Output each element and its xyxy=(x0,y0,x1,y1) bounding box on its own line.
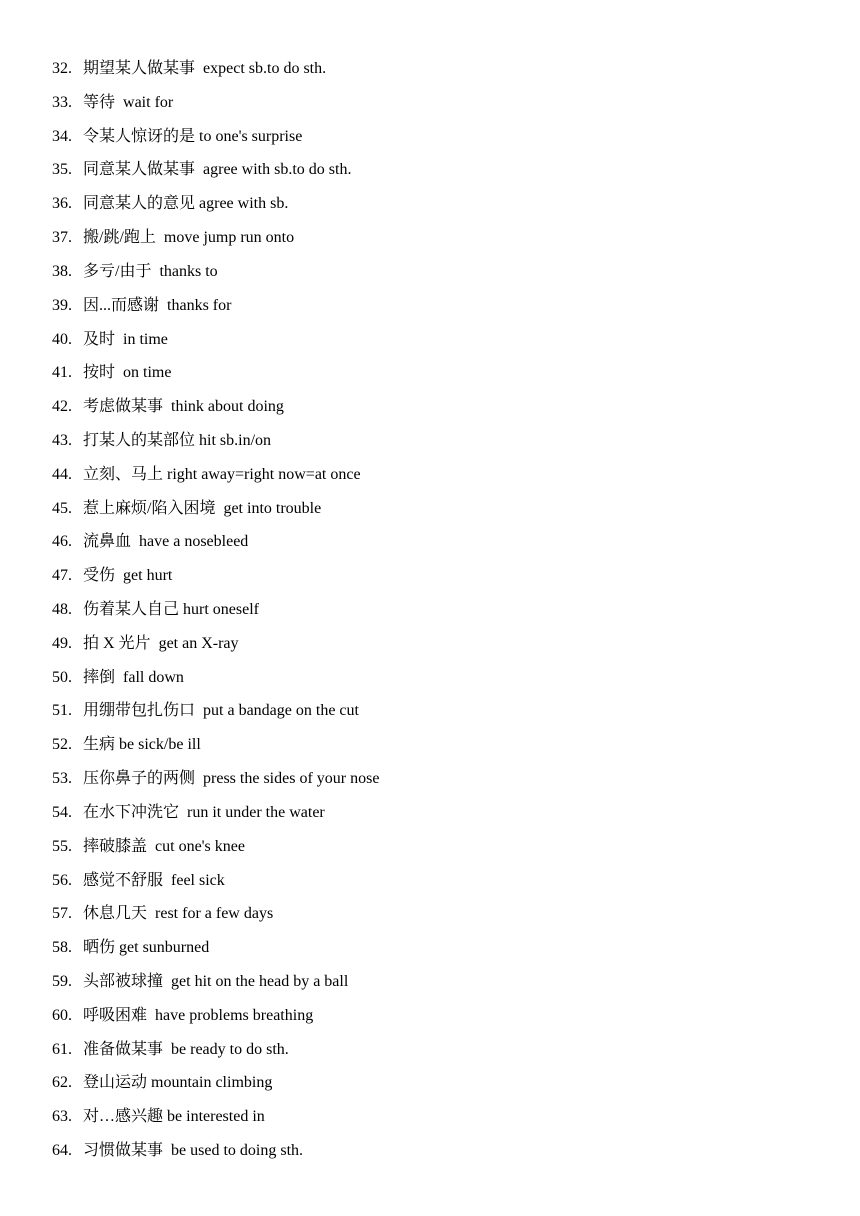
item-number: 41. xyxy=(52,364,72,382)
item-number: 54. xyxy=(52,803,72,821)
item-number: 35. xyxy=(52,161,72,179)
item-chinese: 拍 X 光片 xyxy=(83,634,151,652)
list-item xyxy=(52,802,379,836)
item-number: 42. xyxy=(52,398,72,416)
item-english: thanks for xyxy=(159,296,232,314)
item-english: right away=right now=at once xyxy=(163,465,361,483)
item-number: 47. xyxy=(52,567,72,585)
list-item xyxy=(52,903,379,937)
item-number: 59. xyxy=(52,972,72,990)
list-item xyxy=(52,126,379,160)
item-english: run it under the water xyxy=(179,803,325,821)
item-chinese: 头部被球撞 xyxy=(83,972,164,990)
list-item xyxy=(52,836,379,870)
item-english: be used to doing sth. xyxy=(163,1142,304,1159)
item-chinese: 生病 xyxy=(83,736,116,754)
item-english: get into trouble xyxy=(215,499,322,517)
item-number: 58. xyxy=(52,939,72,957)
item-chinese: 休息几天 xyxy=(83,905,148,923)
list-item xyxy=(52,1039,379,1073)
list-item xyxy=(52,159,379,193)
item-english: get hit on the head by a ball xyxy=(163,972,349,990)
item-english: get an X-ray xyxy=(150,634,239,652)
item-number: 51. xyxy=(52,702,72,720)
item-english: move jump run onto xyxy=(155,229,295,247)
list-item xyxy=(52,396,379,430)
item-english: be ready to do sth. xyxy=(163,1040,289,1058)
list-item xyxy=(52,430,379,464)
item-chinese: 及时 xyxy=(83,330,116,348)
list-item xyxy=(52,531,379,565)
item-chinese: 因...而感谢 xyxy=(83,296,160,314)
item-number: 44. xyxy=(52,465,72,483)
list-item xyxy=(52,498,379,532)
item-chinese: 摔破膝盖 xyxy=(83,837,148,855)
item-number: 34. xyxy=(52,127,72,145)
item-english: to one's surprise xyxy=(195,127,303,145)
item-number: 38. xyxy=(52,262,72,280)
item-number: 37. xyxy=(52,229,72,247)
item-number: 36. xyxy=(52,195,72,213)
item-english: agree with sb. xyxy=(195,195,289,213)
item-chinese: 等待 xyxy=(83,93,116,111)
item-chinese: 按时 xyxy=(83,364,116,382)
item-chinese: 习惯做某事 xyxy=(83,1142,164,1159)
list-item xyxy=(52,700,379,734)
item-number: 53. xyxy=(52,770,72,788)
item-chinese: 晒伤 xyxy=(83,939,116,957)
list-item xyxy=(52,1005,379,1039)
list-item xyxy=(52,193,379,227)
item-english: thanks to xyxy=(151,262,218,280)
item-chinese: 考虑做某事 xyxy=(83,398,164,416)
item-english: expect sb.to do sth. xyxy=(195,60,327,77)
list-item xyxy=(52,667,379,701)
item-english: wait for xyxy=(115,93,174,111)
item-number: 61. xyxy=(52,1040,72,1058)
list-item xyxy=(52,295,379,329)
item-number: 52. xyxy=(52,736,72,754)
list-item xyxy=(52,870,379,904)
list-item xyxy=(52,1140,379,1174)
item-chinese: 同意某人的意见 xyxy=(83,195,196,213)
item-english: in time xyxy=(115,330,168,348)
item-number: 49. xyxy=(52,634,72,652)
item-number: 50. xyxy=(52,668,72,686)
item-number: 64. xyxy=(52,1142,72,1159)
item-number: 56. xyxy=(52,871,72,889)
item-chinese: 登山运动 xyxy=(83,1074,148,1092)
item-chinese: 惹上麻烦/陷入困境 xyxy=(83,499,216,517)
item-chinese: 令某人惊讶的是 xyxy=(83,127,196,145)
item-english: get sunburned xyxy=(115,939,210,957)
phrase-list xyxy=(52,58,379,1174)
item-chinese: 呼吸困难 xyxy=(83,1006,148,1024)
item-number: 60. xyxy=(52,1006,72,1024)
item-number: 62. xyxy=(52,1074,72,1092)
item-number: 55. xyxy=(52,837,72,855)
list-item xyxy=(52,58,379,92)
item-english: hurt oneself xyxy=(179,601,259,618)
item-english: get hurt xyxy=(115,567,173,585)
item-number: 57. xyxy=(52,905,72,923)
list-item xyxy=(52,227,379,261)
list-item xyxy=(52,734,379,768)
item-chinese: 伤着某人自己 xyxy=(83,601,180,618)
item-english: feel sick xyxy=(163,871,225,889)
list-item xyxy=(52,92,379,126)
item-english: mountain climbing xyxy=(147,1074,273,1092)
item-chinese: 立刻、马上 xyxy=(83,465,164,483)
item-english: press the sides of your nose xyxy=(195,770,380,788)
item-english: be interested in xyxy=(163,1108,265,1126)
list-item xyxy=(52,261,379,295)
item-chinese: 准备做某事 xyxy=(83,1040,164,1058)
list-item xyxy=(52,565,379,599)
item-chinese: 感觉不舒服 xyxy=(83,871,164,889)
item-number: 48. xyxy=(52,601,72,618)
list-item xyxy=(52,971,379,1005)
item-english: agree with sb.to do sth. xyxy=(195,161,352,179)
item-english: hit sb.in/on xyxy=(195,431,272,449)
item-english: cut one's knee xyxy=(147,837,245,855)
item-number: 63. xyxy=(52,1108,72,1126)
item-number: 46. xyxy=(52,533,72,551)
item-english: have problems breathing xyxy=(147,1006,314,1024)
item-chinese: 在水下冲洗它 xyxy=(83,803,180,821)
item-chinese: 多亏/由于 xyxy=(83,262,152,280)
item-chinese: 摔倒 xyxy=(83,668,116,686)
item-chinese: 用绷带包扎伤口 xyxy=(83,702,196,720)
item-chinese: 对…感兴趣 xyxy=(83,1108,164,1126)
item-english: think about doing xyxy=(163,398,284,416)
list-item xyxy=(52,464,379,498)
item-number: 32. xyxy=(52,60,72,77)
item-number: 45. xyxy=(52,499,72,517)
list-item xyxy=(52,1106,379,1140)
item-number: 33. xyxy=(52,93,72,111)
list-item xyxy=(52,633,379,667)
item-number: 40. xyxy=(52,330,72,348)
list-item xyxy=(52,1072,379,1106)
item-number: 43. xyxy=(52,431,72,449)
item-english: on time xyxy=(115,364,172,382)
item-chinese: 流鼻血 xyxy=(83,533,132,551)
list-item xyxy=(52,937,379,971)
item-chinese: 打某人的某部位 xyxy=(83,431,196,449)
item-chinese: 受伤 xyxy=(83,567,116,585)
list-item xyxy=(52,329,379,363)
item-english: fall down xyxy=(115,668,184,686)
list-item xyxy=(52,599,379,633)
item-chinese: 搬/跳/跑上 xyxy=(83,229,156,247)
item-english: rest for a few days xyxy=(147,905,274,923)
item-english: put a bandage on the cut xyxy=(195,702,359,720)
list-item xyxy=(52,362,379,396)
item-chinese: 压你鼻子的两侧 xyxy=(83,770,196,788)
item-english: have a nosebleed xyxy=(131,533,249,551)
item-chinese: 期望某人做某事 xyxy=(83,60,196,77)
item-chinese: 同意某人做某事 xyxy=(83,161,196,179)
list-item xyxy=(52,768,379,802)
item-number: 39. xyxy=(52,296,72,314)
item-english: be sick/be ill xyxy=(115,736,201,754)
